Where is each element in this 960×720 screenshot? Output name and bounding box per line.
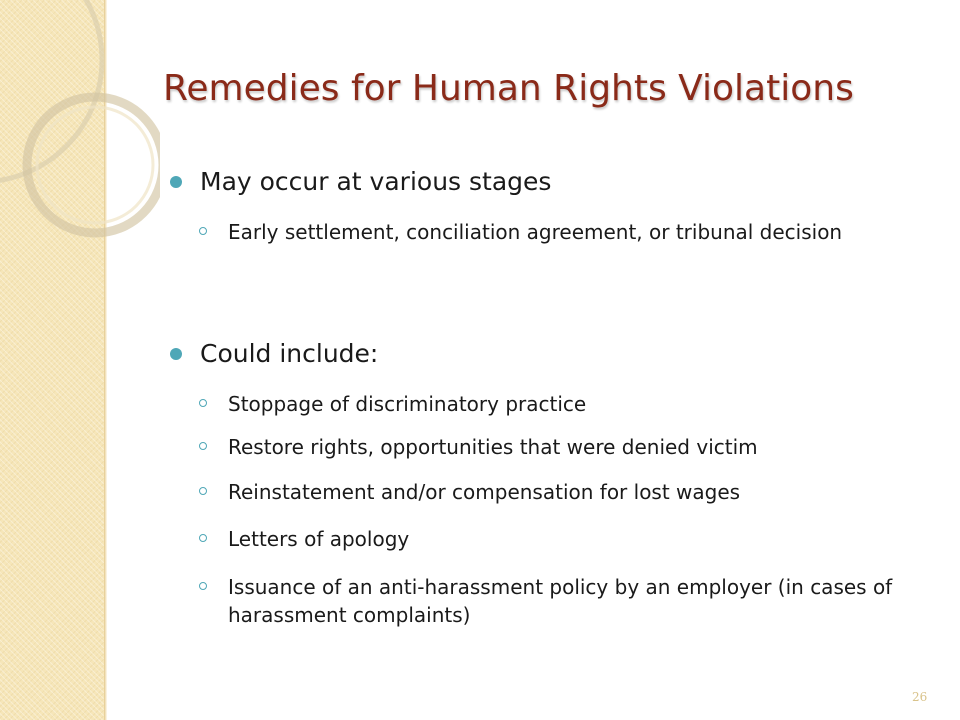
bullet-text: Could include: (200, 339, 379, 368)
sub-bullet-item (199, 525, 929, 553)
sub-bullet-text: Issuance of an anti-harassment policy by an employer (in cases of harassment complaints) (228, 575, 893, 627)
sub-bullet-text: Early settlement, conciliation agreement, or tribunal decision (228, 220, 843, 244)
sub-bullet-circle-icon (199, 582, 207, 590)
sub-bullet-circle-icon (199, 227, 207, 235)
bullet-text: May occur at various stages (200, 167, 552, 196)
sub-bullet-text: Letters of apology (228, 527, 410, 551)
sub-bullet-item (199, 478, 929, 506)
bullet-dot-icon (170, 348, 182, 360)
sub-bullet-item (199, 218, 929, 246)
bullet-item (170, 337, 930, 371)
page-number: 26 (912, 690, 928, 704)
sub-bullet-text: Restore rights, opportunities that were denied victim (228, 435, 758, 459)
sub-bullet-circle-icon (199, 534, 207, 542)
sub-bullet-item (199, 573, 929, 629)
sub-bullet-circle-icon (199, 487, 207, 495)
sub-bullet-circle-icon (199, 399, 207, 407)
bullet-item (170, 165, 930, 199)
sub-bullet-circle-icon (199, 442, 207, 450)
decorative-circles-graphic (0, 0, 160, 260)
sub-bullet-item (199, 390, 929, 418)
sub-bullet-item (199, 433, 929, 461)
sub-bullet-text: Reinstatement and/or compensation for lost wages (228, 480, 741, 504)
slide-title: Remedies for Human Rights Violations (163, 68, 854, 109)
bullet-dot-icon (170, 176, 182, 188)
sub-bullet-text: Stoppage of discriminatory practice (228, 392, 587, 416)
